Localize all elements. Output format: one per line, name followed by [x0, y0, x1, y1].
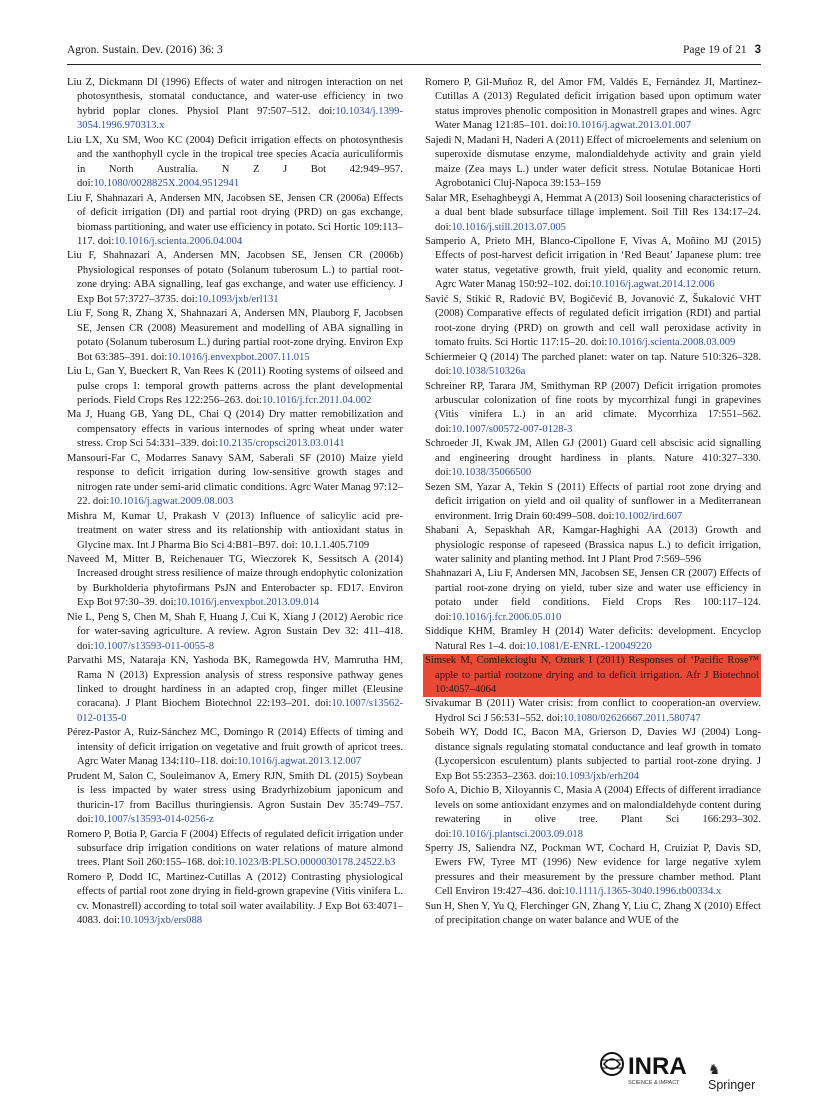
- reference-entry: [67, 408, 403, 451]
- reference-text: Sajedi N, Madani H, Naderi A (2011) Effect of microelements and selenium on superoxide dismutase enzyme, malondialdehyde activity and grain yield maize (Zea mays L.) under water deficit stress. Notulae Botanicae Horti Agrobotanici Cluj-Napoca 39:153–159: [425, 134, 761, 190]
- reference-entry: [67, 654, 403, 726]
- reference-text: Shabani A, Sepaskhah AR, Kamgar-Haghighi AA (2013) Growth and physiologic response of rapeseed (Brassica napus L.) to deficit irrigation, water salinity and planting method. Int J Plant Prod 7:569–596: [425, 525, 761, 565]
- doi-link[interactable]: 10.1016/j.agwat.2013.12.007: [237, 756, 362, 768]
- reference-entry: [425, 293, 761, 351]
- reference-entry: [67, 192, 403, 250]
- inra-tagline: SCIENCE & IMPACT: [628, 1080, 680, 1086]
- reference-entry: [425, 351, 761, 380]
- springer-wordmark: Springer: [708, 1078, 756, 1092]
- reference-text: Shahnazari A, Liu F, Andersen MN, Jacobsen SE, Jensen CR (2007) Effects of partial root-zone drying on yield, tuber size and water use efficiency in potato under field conditions. Field Crops Res 100:117–124. doi:: [425, 568, 761, 623]
- page-indicator: [683, 44, 761, 56]
- reference-entry-highlighted: [423, 654, 761, 697]
- reference-entry: [67, 134, 403, 192]
- reference-text: Schreiner RP, Tarara JM, Smithyman RP (2007) Deficit irrigation promotes arbuscular colonization of fine roots by mycorrhizal fungi in grapevines (Vitis vinifera L.) in an arid climate. Mycorrhiza 17:551–562. doi:: [425, 380, 761, 435]
- doi-link[interactable]: 10.1034/j.1399-3054.1996.970313.x: [77, 105, 403, 132]
- reference-text: Parvathi MS, Nataraja KN, Yashoda BK, Ramegowda HV, Mamrutha HM, Rama N (2013) Expression analysis of stress responsive pathway genes linked to drought hardiness in an adapted crop, finger millet (Eleusine coracana). J Plant Biochem Biotechnol 22:193–201. doi:: [67, 655, 403, 710]
- doi-link[interactable]: 10.1038/35066500: [451, 467, 532, 479]
- header-rule: [67, 64, 761, 65]
- reference-text: Ma J, Huang GB, Yang DL, Chai Q (2014) Dry matter remobilization and compensatory effects in various internodes of spring wheat under water stress. Crop Sci 54:331–339. doi:: [67, 409, 403, 450]
- doi-link[interactable]: 10.1016/j.fcr.2006.05.010: [451, 611, 562, 623]
- doi-link[interactable]: 10.1038/510326a: [451, 366, 526, 378]
- reference-text: Sezen SM, Yazar A, Tekin S (2011) Effects of partial root zone drying and deficit irrigation on yield and oil quality of sunflower in a Mediterranean environment. Irrig Drain 60:499–508. doi:: [425, 481, 761, 522]
- reference-text: Mansouri-Far C, Modarres Sanavy SAM, Saberali SF (2010) Maize yield response to deficit irrigation during low-sensitive growth stages and nitrogen rate under semi-arid climatic conditions. Agrc Water Manag 97:12–22. doi:: [67, 452, 403, 508]
- doi-link[interactable]: 10.1016/j.scienta.2006.04.004: [114, 235, 243, 247]
- reference-text: Sofo A, Dichio B, Xiloyannis C, Masia A (2004) Effects of different irradiance levels on some antioxidant enzymes and on malondialdehyde content during rewatering in olive tree. Plant Sci 166:293–302. doi:: [425, 785, 761, 840]
- reference-entry: [67, 726, 403, 769]
- doi-link[interactable]: 10.1111/j.1365-3040.1996.tb00334.x: [564, 886, 722, 898]
- reference-entry: [425, 567, 761, 625]
- doi-link[interactable]: 10.1016/j.scienta.2008.03.009: [607, 337, 736, 349]
- springer-horse-icon: ♞: [708, 1061, 721, 1077]
- reference-text: Samperio A, Prieto MH, Blanco-Cipollone F, Vivas A, Moñino MJ (2015) Effects of post-harvest deficit irrigation in ‘Red Beaut’ Japanese plum: tree water status, vegetative growth, fruit yield, quality and economic return. Agrc Water Manag 150:92–102. doi:: [425, 235, 761, 291]
- reference-entry: [67, 871, 403, 929]
- reference-entry: [67, 365, 403, 408]
- reference-text: Savić S, Stikić R, Radović BV, Bogičević B, Jovanović Z, Šukalović VHT (2008) Comparative effects of regulated deficit irrigation (RDI) and partial root-zone drying (PRD) on growth and cell wall peroxidase activity in tomato fruits. Sci Hortic 117:15–20. doi:: [425, 293, 761, 349]
- reference-entry: [67, 828, 403, 871]
- doi-link[interactable]: 10.1016/j.still.2013.07.005: [451, 221, 566, 233]
- reference-text: Schiermeier Q (2014) The parched planet: water on tap. Nature 510:326–328. doi:: [425, 351, 761, 378]
- page-label: Page 19 of 21: [683, 44, 747, 56]
- springer-logo: [708, 1061, 768, 1092]
- reference-text: Romero P, Gil-Muñoz R, del Amor FM, Valdés E, Fernández JI, Martinez-Cutillas A (2013) Regulated deficit irrigation based upon optimum water status improves phenolic composition in Monastrell grapes and wines. Agrc Water Manag 121:85–101. doi:: [425, 77, 761, 132]
- reference-entry: [67, 611, 403, 654]
- reference-entry: [67, 553, 403, 611]
- doi-link[interactable]: 10.1023/B:PLSO.0000030178.24522.b3: [224, 857, 396, 869]
- reference-text: Liu LX, Xu SM, Woo KC (2004) Deficit irrigation effects on photosynthesis and the xanthophyll cycle in the tropical tree species Acacia auriculiformis in North Australia. N Z J Bot 42:949–957. doi:: [67, 134, 403, 190]
- doi-link[interactable]: 10.1007/s00572-007-0128-3: [451, 423, 573, 435]
- doi-link[interactable]: 10.1016/j.envexpbot.2007.11.015: [167, 351, 310, 363]
- reference-entry: [67, 76, 403, 134]
- references-right-column: [425, 76, 761, 929]
- doi-link[interactable]: 10.1016/j.envexpbot.2013.09.014: [176, 597, 320, 609]
- doi-link[interactable]: 10.1007/s13562-012-0135-0: [77, 698, 403, 724]
- doi-link[interactable]: 10.1016/j.plantsci.2003.09.018: [451, 828, 584, 840]
- reference-entry: [425, 134, 761, 192]
- reference-text: Liu F, Shahnazari A, Andersen MN, Jacobsen SE, Jensen CR (2006a) Effects of deficit irrigation (DI) and partial root drying (PRD) on gas exchange, biomass partitioning, and water use efficiency in potato. Sci Hortic 109:113–117. doi:: [67, 192, 403, 247]
- inra-logo: [598, 1048, 703, 1088]
- reference-text: Sperry JS, Saliendra NZ, Pockman WT, Cochard H, Cruiziat P, Davis SD, Ewers FW, Tyree MT (1996) New evidence for large negative xylem pressures and their measurement by the pressure chamber method. Plant Cell Environ 19:427–436. doi:: [425, 843, 761, 898]
- running-header: [67, 44, 761, 62]
- doi-link[interactable]: 10.1093/jxb/erl131: [197, 293, 279, 305]
- reference-entry: [425, 842, 761, 900]
- doi-link[interactable]: 10.1080/0028825X.2004.9512941: [93, 178, 240, 190]
- reference-text: Liu F, Song R, Zhang X, Shahnazari A, Andersen MN, Plauborg F, Jacobsen SE, Jensen CR (2008) Measurement and modelling of ABA signalling in potato (Solanum tuberosum L.) during partial root-zone drying. Environ Exp Bot 63:385–391. doi:: [67, 308, 403, 363]
- reference-text: Prudent M, Salon C, Souleimanov A, Emery RJN, Smith DL (2015) Soybean is less impacted by water stress using Bradyrhizobium japonicum and thuricin-17 from Bacillus thuringiensis. Agron Sustain Dev 35:749–757. doi:: [67, 770, 403, 826]
- reference-text: Mishra M, Kumar U, Prakash V (2013) Influence of salicylic acid pre-treatment on water stress and its relationship with antioxidant status in Glycine max. Int J Pharma Bio Sci 4:B81–B97. doi: 10.1.1.405.7109: [67, 510, 403, 551]
- reference-text: Schroeder JI, Kwak JM, Allen GJ (2001) Guard cell abscisic acid signalling and engineering drought hardiness in plants. Nature 410:327–330. doi:: [425, 438, 761, 479]
- reference-entry: [425, 524, 761, 567]
- doi-link[interactable]: 10.1080/02626667.2011.580747: [563, 712, 701, 724]
- doi-link[interactable]: 10.1007/s13593-011-0055-8: [93, 640, 215, 652]
- reference-text: Romero P, Dodd IC, Martinez-Cutillas A (2012) Contrasting physiological effects of partial root zone drying in field-grown grapevine (Vitis vinifera L. cv. Monastrell) according to total soil water availability. J Exp Bot 63:4071–4083. doi:: [67, 871, 403, 927]
- reference-entry: [425, 900, 761, 929]
- page-number: 3: [754, 44, 761, 56]
- reference-entry: [425, 481, 761, 524]
- reference-entry: [425, 380, 761, 438]
- reference-entry: [425, 697, 761, 726]
- reference-text: Nie L, Peng S, Chen M, Shah F, Huang J, Cui K, Xiang J (2012) Aerobic rice for water-saving agriculture. A review. Agron Sustain Dev 32: 411–418. doi:: [67, 611, 403, 652]
- reference-text: Liu Z, Dickmann DI (1996) Effects of water and nitrogen interaction on net photosynthesis, stomatal conductance, and water-use efficiency in two hybrid poplar clones. Physiol Plant 97:507–512. doi:: [67, 77, 403, 117]
- reference-entry: [67, 249, 403, 307]
- doi-link[interactable]: 10.1007/s13593-014-0256-z: [93, 814, 214, 826]
- references-left-column: [67, 76, 403, 929]
- journal-citation: Agron. Sustain. Dev. (2016) 36: 3: [67, 44, 223, 56]
- reference-entry: [425, 192, 761, 235]
- reference-entry: [425, 784, 761, 842]
- reference-entry: [425, 76, 761, 134]
- reference-entry: [425, 235, 761, 293]
- reference-entry: [67, 307, 403, 365]
- reference-text: Sivakumar B (2011) Water crisis: from conflict to cooperation-an overview. Hydrol Sci J 56:531–552. doi:: [425, 698, 761, 724]
- doi-link[interactable]: 10.1016/j.fcr.2011.04.002: [262, 394, 372, 406]
- reference-text: Sun H, Shen Y, Yu Q, Flerchinger GN, Zhang Y, Liu C, Zhang X (2010) Effect of precipitation change on water balance and WUE of the: [425, 900, 761, 927]
- reference-entry: [425, 726, 761, 784]
- doi-link[interactable]: 10.1016/j.agwat.2013.01.007: [567, 120, 692, 132]
- reference-entry: [67, 770, 403, 828]
- reference-entry: [67, 510, 403, 553]
- doi-link[interactable]: 10.1093/jxb/erh204: [555, 770, 639, 782]
- doi-link[interactable]: 10.1081/E-ENRL-120049220: [525, 640, 652, 652]
- reference-text: Romero P, Botia P, Garcia F (2004) Effects of regulated deficit irrigation under subsurface drip irrigation conditions on water relations of mature almond trees. Plant Soil 260:155–168. doi:: [67, 828, 403, 869]
- inra-wordmark: INRA: [628, 1053, 687, 1080]
- reference-entry: [67, 452, 403, 510]
- reference-text: Siddique KHM, Bramley H (2014) Water deficits: development. Encyclop Natural Res 1–4. doi:: [425, 626, 761, 652]
- reference-text: Pérez-Pastor A, Ruiz-Sánchez MC, Domingo R (2014) Effects of timing and intensity of deficit irrigation on vegetative and fruit growth of apricot trees. Agrc Water Manag 134:110–118. doi:: [67, 727, 403, 768]
- footer-logos: [598, 1048, 768, 1092]
- reference-text: Sobeih WY, Dodd IC, Bacon MA, Grierson D, Davies WJ (2004) Long-distance signals regulating stomatal conductance and leaf growth in tomato (Lycopersicon esculentum) plants subjected to partial root-zone drying. J Exp Bot 55:2353–2363. doi:: [425, 727, 761, 782]
- reference-entry: [425, 625, 761, 654]
- doi-link[interactable]: 10.1016/j.agwat.2009.08.003: [109, 496, 234, 508]
- reference-text: Salar MR, Esehaghbeygi A, Hemmat A (2013) Soil loosening characteristics of a dual bent blade subsurface tillage implement. Soil Till Res 134:17–24. doi:: [425, 192, 761, 233]
- doi-link[interactable]: 10.1016/j.agwat.2014.12.006: [590, 279, 715, 291]
- reference-entry: [425, 437, 761, 480]
- doi-link[interactable]: 10.1093/jxb/ers088: [119, 915, 203, 927]
- reference-text: Simsek M, Comlekcioglu N, Ozturk I (2011) Responses of ‘Pacific Rose™ apple to partial rootzone drying and to deficit irrigation. Afr J Biotechnol 10:4057–4064: [425, 655, 759, 696]
- reference-text: Naveed M, Mitter B, Reichenauer TG, Wieczorek K, Sessitsch A (2014) Increased drought stress resilience of maize through endophytic colonization by Burkholderia phytofirmans PsJN and Enterobacter sp. FD17. Environ Exp Bot 97:30–39. doi:: [67, 553, 403, 609]
- doi-link[interactable]: 10.1002/ird.607: [614, 510, 683, 522]
- reference-text: Liu F, Shahnazari A, Andersen MN, Jacobsen SE, Jensen CR (2006b) Physiological responses of potato (Solanum tuberosum L.) to partial root-zone drying: ABA signalling, leaf gas exchange, and water use efficiency. J Exp Bot 57:3727–3735. doi:: [67, 250, 403, 305]
- reference-text: Liu L, Gan Y, Bueckert R, Van Rees K (2011) Rooting systems of oilseed and pulse crops I: temporal growth patterns across the plant developmental periods. Field Crops Res 122:256–263. doi:: [67, 366, 403, 406]
- doi-link[interactable]: 10.2135/cropsci2013.03.0141: [218, 438, 345, 450]
